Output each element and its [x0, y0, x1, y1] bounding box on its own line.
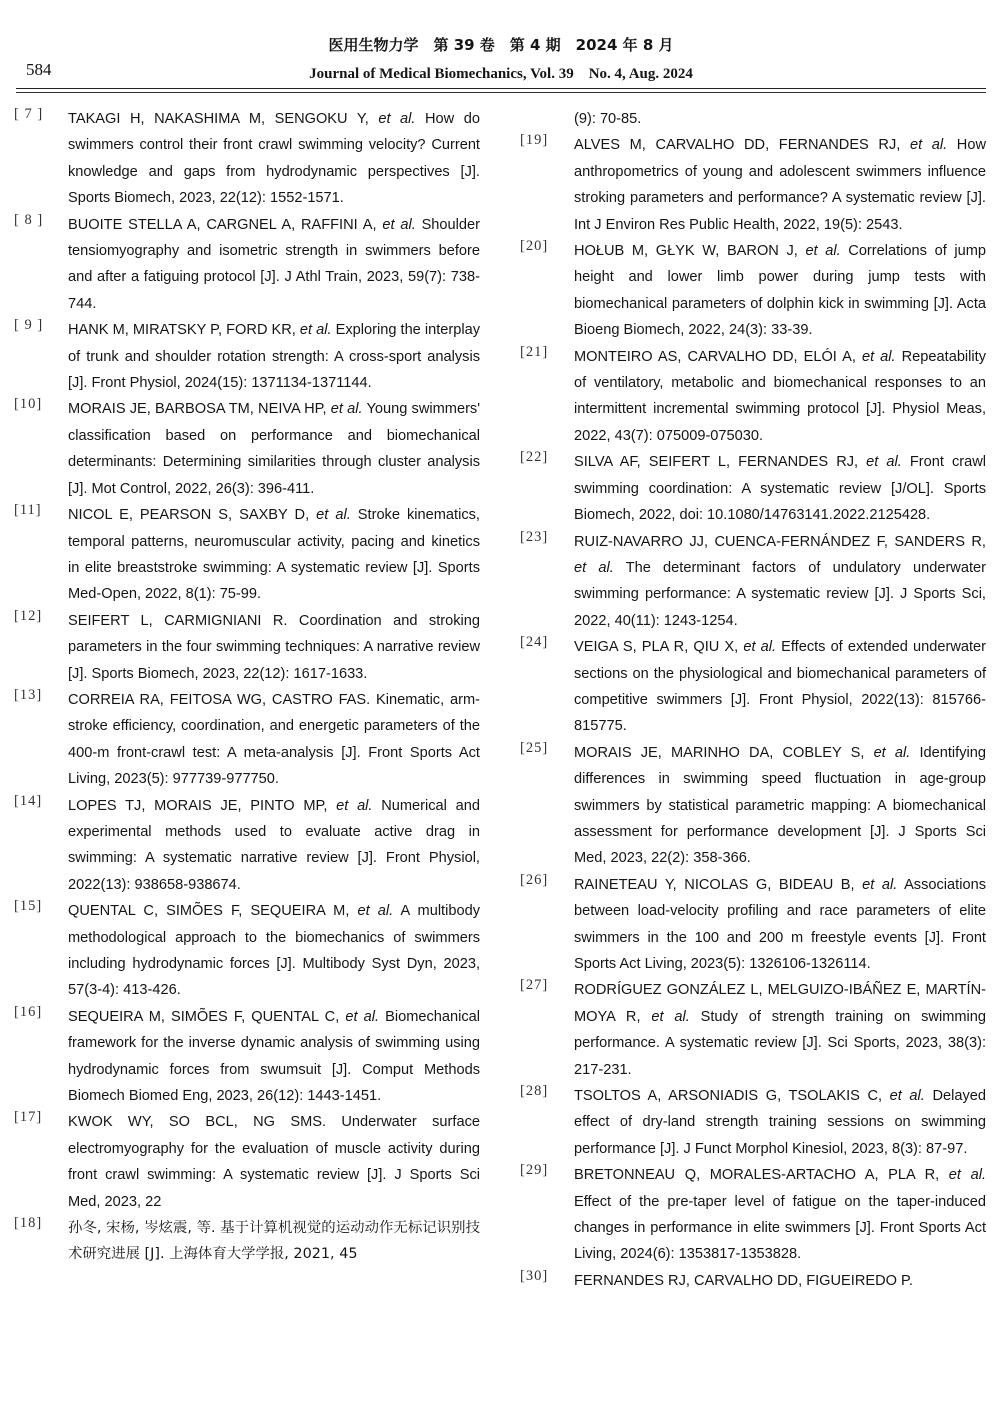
reference-item: [520, 977, 986, 1083]
reference-item: [14, 396, 480, 502]
reference-number: [ 8 ]: [14, 211, 44, 228]
reference-item: [14, 1109, 480, 1215]
reference-item: [520, 238, 986, 344]
reference-text: SEQUEIRA M, SIMÕES F, QUENTAL C, et al. Biomechanical framework for the inverse dynamic analysis of swimming using hydrodynamic forces from swumsuit [J]. Comput Methods Biomech Biomed Eng, 2023, 26(12): 1443-1451.: [68, 1008, 481, 1105]
et-al-italic: et al.: [316, 507, 351, 524]
reference-text: MORAIS JE, BARBOSA TM, NEIVA HP, et al. Young swimmers' classification based on performance and biomechanical determinants: Determining similarities through cluster analysis [J]. Mot Control, 2022, 26(3): 396-411.: [68, 401, 481, 497]
reference-number: [27]: [520, 977, 549, 994]
header-rule-thick: [16, 88, 986, 89]
reference-text: QUENTAL C, SIMÕES F, SEQUEIRA M, et al. A multibody methodological approach to the biomechanics of swimmers including hydrodynamic forces [J]. Multibody Syst Dyn, 2023, 57(3-4): 413-426.: [68, 903, 481, 999]
reference-number: [ 9 ]: [14, 317, 44, 334]
reference-number: [17]: [14, 1109, 43, 1126]
reference-item: [520, 529, 986, 635]
reference-text: HOŁUB M, GŁYK W, BARON J, et al. Correlations of jump height and lower limb power during jump tests with biomechanical parameters of dolphin kick in swimming [J]. Acta Bioeng Biomech, 2022, 24(3): 33-39.: [574, 243, 987, 339]
page-number: 584: [26, 60, 52, 79]
reference-number: [13]: [14, 686, 43, 703]
et-al-italic: et al.: [805, 243, 841, 260]
reference-text: TAKAGI H, NAKASHIMA M, SENGOKU Y, et al. How do swimmers control their front crawl swimming velocity? Current knowledge and gaps from hydrodynamic perspectives [J]. Sports Biomech, 2023, 22(12): 1552-1571.: [68, 111, 480, 207]
reference-number: [16]: [14, 1003, 43, 1020]
et-al-italic: et al.: [357, 903, 394, 920]
reference-item: [14, 1215, 480, 1268]
reference-text: KWOK WY, SO BCL, NG SMS. Underwater surface electromyography for the evaluation of muscle activity during front crawl swimming: A systematic review [J]. J Sports Sci Med, 2023, 22: [68, 1114, 480, 1210]
et-al-italic: et al.: [862, 876, 898, 893]
reference-number: [14]: [14, 792, 43, 809]
et-al-italic: et al.: [909, 137, 948, 154]
reference-number: [30]: [520, 1267, 549, 1284]
reference-item: [520, 344, 986, 450]
reference-text: RAINETEAU Y, NICOLAS G, BIDEAU B, et al. Associations between load-velocity profiling and race parameters of elite swimmers in the 100 and 200 m freestyle events [J]. Front Sports Act Living, 2023(5): 1326106-1326114.: [574, 876, 986, 972]
reference-text: FERNANDES RJ, CARVALHO DD, FIGUEIREDO P.: [574, 1272, 913, 1289]
et-al-italic: et al.: [336, 797, 373, 814]
reference-number: [11]: [14, 502, 42, 519]
reference-item: [14, 1004, 480, 1110]
reference-text: SILVA AF, SEIFERT L, FERNANDES RJ, et al. Front crawl swimming coordination: A systematic review [J/OL]. Sports Biomech, 2022, doi: 10.1080/14763141.2022.2125428.: [574, 454, 986, 524]
reference-text: LOPES TJ, MORAIS JE, PINTO MP, et al. Numerical and experimental methods used to evaluate active drag in swimming: A systematic narrative review [J]. Front Physiol, 2022(13): 938658-938674.: [68, 797, 480, 893]
reference-text: BRETONNEAU Q, MORALES-ARTACHO A, PLA R, et al. Effect of the pre-taper level of fatigue on the taper-induced changes in performance in elite swimmers [J]. Front Sports Act Living, 2024(6): 1353817-1353828.: [574, 1167, 986, 1263]
et-al-italic: et al.: [866, 454, 902, 471]
reference-item: [520, 449, 986, 528]
et-al-italic: et al.: [299, 322, 332, 339]
reference-item: [520, 1162, 986, 1268]
reference-number: [20]: [520, 238, 549, 255]
reference-number: [21]: [520, 343, 549, 360]
et-al-italic: et al.: [948, 1167, 986, 1184]
reference-item: [520, 740, 986, 872]
reference-number: [29]: [520, 1162, 549, 1179]
page-header: [0, 0, 1002, 92]
journal-title-chinese: 医用生物力学 第 39 卷 第 4 期 2024 年 8 月: [328, 36, 674, 54]
reference-continuation: (9): 70-85.: [574, 111, 642, 127]
reference-text: HANK M, MIRATSKY P, FORD KR, et al. Exploring the interplay of trunk and shoulder rotation strength: A cross-sport analysis [J]. Front Physiol, 2024(15): 1371134-1371144.: [68, 322, 481, 392]
reference-number: [18]: [14, 1215, 43, 1232]
reference-item: [14, 212, 480, 318]
et-al-italic: et al.: [378, 111, 416, 127]
reference-item: [14, 502, 480, 608]
reference-text: NICOL E, PEARSON S, SAXBY D, et al. Stroke kinematics, temporal patterns, neuromuscular activity, pacing and kinetics in elite breaststroke swimming: A systematic review [J]. Sports Med-Open, 2022, 8(1): 75-99.: [68, 507, 480, 603]
reference-item: [14, 898, 480, 1004]
reference-number: [12]: [14, 607, 43, 624]
reference-text: BUOITE STELLA A, CARGNEL A, RAFFINI A, et al. Shoulder tensiomyography and isometric strength in swimmers before and after a fatiguing protocol [J]. J Athl Train, 2023, 59(7): 738-744.: [68, 216, 480, 312]
et-al-italic: et al.: [873, 744, 911, 761]
reference-number: [24]: [520, 634, 549, 651]
reference-text: RUIZ-NAVARRO JJ, CUENCA-FERNÁNDEZ F, SANDERS R, et al. The determinant factors of undulatory underwater swimming performance: A systematic review [J]. J Sports Sci, 2022, 40(11): 1243-1254.: [574, 533, 986, 629]
et-al-italic: et al.: [889, 1088, 925, 1105]
reference-text: SEIFERT L, CARMIGNIANI R. Coordination and stroking parameters in the four swimming techniques: A narrative review [J]. Sports Biomech, 2023, 22(12): 1617-1633.: [68, 612, 480, 682]
reference-text: MONTEIRO AS, CARVALHO DD, ELÓI A, et al. Repeatability of ventilatory, metabolic and biomechanical responses to an intermittent incremental swimming protocol [J]. Physiol Meas, 2022, 43(7): 075009-075030.: [574, 348, 987, 444]
et-al-italic: et al.: [382, 216, 416, 233]
et-al-italic: et al.: [743, 639, 777, 656]
reference-item: [520, 132, 986, 238]
reference-number: [22]: [520, 449, 549, 466]
reference-text: MORAIS JE, MARINHO DA, COBLEY S, et al. Identifying differences in swimming speed fluctuation in age-group swimmers by statistical parametric mapping: A biomechanical assessment for performance development [J]. J Sports Sci Med, 2023, 22(2): 358-366.: [574, 744, 986, 867]
reference-text: ALVES M, CARVALHO DD, FERNANDES RJ, et al. How anthropometrics of young and adolescent swimmers influence stroking parameters and performance? A systematic review [J]. Int J Environ Res Public Health, 2022, 19(5): 2543.: [574, 137, 986, 233]
reference-item: [14, 317, 480, 396]
reference-item: [14, 106, 480, 212]
reference-number: [ 7 ]: [14, 106, 44, 122]
reference-number: [19]: [520, 132, 549, 149]
reference-item: [14, 687, 480, 793]
reference-text: TSOLTOS A, ARSONIADIS G, TSOLAKIS C, et al. Delayed effect of dry-land strength training sessions on swimming performance [J]. J Funct Morphol Kinesiol, 2023, 8(3): 87-97.: [574, 1088, 986, 1157]
et-al-italic: et al.: [651, 1008, 690, 1025]
reference-number: [15]: [14, 898, 43, 915]
reference-item: [520, 872, 986, 978]
reference-item: [520, 1083, 986, 1162]
et-al-italic: et al.: [861, 348, 896, 365]
reference-number: [10]: [14, 396, 43, 413]
reference-number: [28]: [520, 1083, 549, 1100]
et-al-italic: et al.: [345, 1008, 380, 1025]
reference-number: [25]: [520, 739, 549, 756]
reference-column-right: [520, 106, 986, 1294]
reference-text: VEIGA S, PLA R, QIU X, et al. Effects of extended underwater sections on the physiological and biomechanical parameters of competitive swimmers [J]. Front Physiol, 2022(13): 815766-815775.: [574, 639, 987, 735]
reference-text: RODRÍGUEZ GONZÁLEZ L, MELGUIZO-IBÁÑEZ E, MARTÍN-MOYA R, et al. Study of strength training on swimming performance. A systematic review [J]. Sci Sports, 2023, 38(3): 217-231.: [574, 982, 986, 1078]
reference-item: [520, 634, 986, 740]
reference-item: [14, 793, 480, 899]
reference-number: [23]: [520, 528, 549, 545]
et-al-italic: et al.: [574, 559, 614, 576]
journal-title-english: Journal of Medical Biomechanics, Vol. 39 No. 4, Aug. 2024: [309, 66, 693, 82]
header-rule-thin: [16, 92, 986, 93]
reference-item: [14, 608, 480, 687]
reference-text: CORREIA RA, FEITOSA WG, CASTRO FAS. Kinematic, arm-stroke efficiency, coordination, and energetic parameters of the 400-m front-crawl test: A meta-analysis [J]. Front Sports Act Living, 2023(5): 977739-977750.: [68, 691, 480, 788]
reference-column-left: [14, 106, 480, 1268]
reference-number: [26]: [520, 871, 549, 888]
reference-item: [520, 1268, 986, 1294]
et-al-italic: et al.: [330, 401, 363, 418]
reference-text: 孙冬, 宋杨, 岑炫震, 等. 基于计算机视觉的运动动作无标记识别技术研究进展 [J]. 上海体育大学学报, 2021, 45: [68, 1220, 480, 1263]
